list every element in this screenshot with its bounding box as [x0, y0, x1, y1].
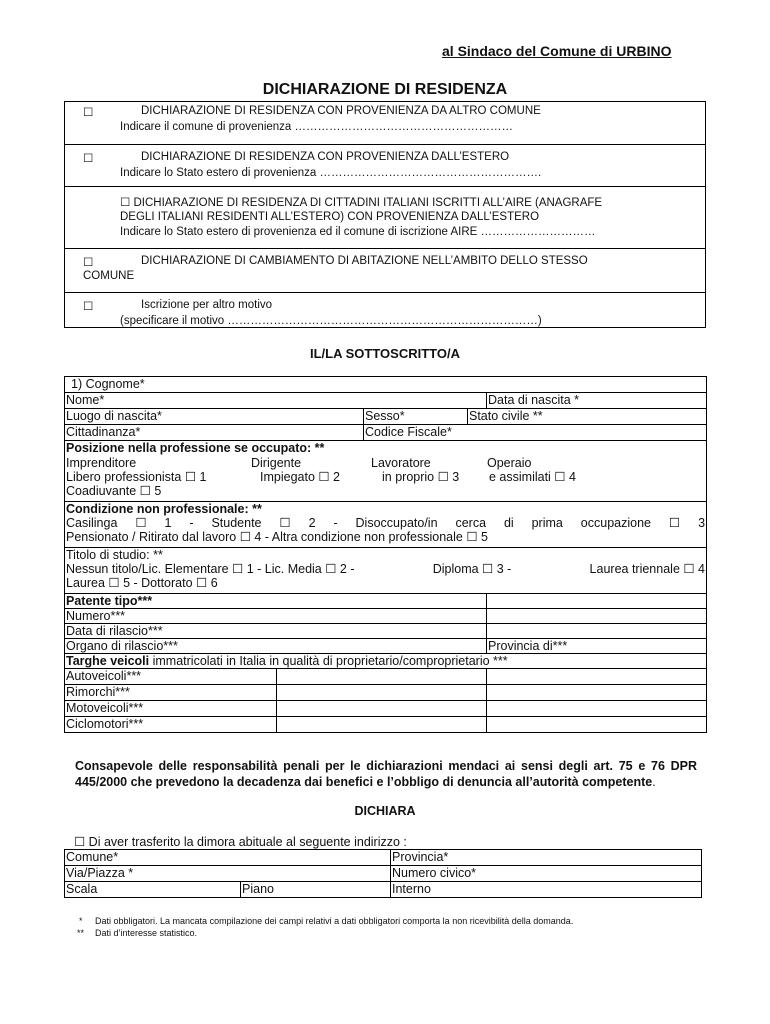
license-issuer-field[interactable]: Organo di rilascio*** [65, 639, 487, 654]
option-4-title: DICHIARAZIONE DI CAMBIAMENTO DI ABITAZIONE NELL’AMBITO DELLO STESSO [141, 255, 588, 267]
vehicle-cell[interactable] [487, 685, 707, 701]
divider [65, 186, 705, 187]
option-4-checkbox[interactable]: ☐ [83, 257, 94, 269]
option-5-checkbox[interactable]: ☐ [83, 301, 94, 313]
license-date-field[interactable]: Data di rilascio*** [65, 624, 487, 639]
citizenship-field[interactable]: Cittadinanza* [65, 425, 364, 441]
marital-status-field[interactable]: Stato civile ** [468, 409, 707, 425]
license-number-field[interactable]: Numero*** [65, 609, 487, 624]
option-helper[interactable]: Coadiuvante ☐ 5 [66, 484, 162, 498]
option-1-hint: Indicare il comune di provenienza ………………………………………………… [120, 121, 514, 133]
option-1-checkbox[interactable]: ☐ [83, 107, 94, 119]
option-manager: Dirigente [251, 456, 302, 470]
divider [65, 292, 705, 293]
condition-token: - [189, 516, 194, 530]
vehicle-cell[interactable] [487, 669, 707, 685]
street-number-field[interactable]: Numero civico* [391, 866, 702, 882]
condition-token: 1 [164, 516, 172, 530]
section-heading-subscriber: IL/LA SOTTOSCRITTO/A [310, 346, 460, 361]
condition-token: Casilinga [66, 516, 118, 530]
condition-token: di [503, 516, 514, 530]
professional-position-heading: Posizione nella professione se occupato: ** [66, 441, 325, 455]
recipient-line: al Sindaco del Comune di URBINO [442, 43, 672, 59]
municipality-field[interactable]: Comune* [65, 850, 391, 866]
footnote-mark-2: ** [77, 928, 85, 938]
sex-field[interactable]: Sesso* [364, 409, 468, 425]
option-worker: Operaio [487, 456, 532, 470]
vehicle-cell[interactable] [487, 717, 707, 733]
license-number-value[interactable] [487, 609, 707, 624]
personal-data-table [64, 376, 707, 733]
vehicle-row-mopeds[interactable]: Ciclomotori*** [65, 717, 277, 733]
option-2-title: DICHIARAZIONE DI RESIDENZA CON PROVENIENZA DALL’ESTERO [141, 151, 510, 163]
birthplace-field[interactable]: Luogo di nascita* [65, 409, 364, 425]
address-table [64, 849, 702, 898]
license-type-field[interactable]: Patente tipo*** [65, 594, 487, 609]
condition-token: 2 [308, 516, 316, 530]
option-employee[interactable]: Impiegato ☐ 2 [260, 470, 340, 484]
footnote-mandatory: Dati obbligatori. La mancata compilazione dei campi relativi a dati obbligatori comporta la non ricevibilità della domanda. [95, 916, 574, 926]
footnote-statistical: Dati d’interesse statistico. [95, 928, 198, 938]
vehicle-row-motorcycles[interactable]: Motoveicoli*** [65, 701, 277, 717]
vehicle-row-trailers[interactable]: Rimorchi*** [65, 685, 277, 701]
option-entrepreneur: Imprenditore [66, 456, 137, 470]
residence-type-options [64, 101, 706, 328]
moved-residence-checkbox[interactable]: ☐ Di aver trasferito la dimora abituale al seguente indirizzo : [74, 835, 407, 849]
birth-date-field[interactable]: Data di nascita * [487, 393, 707, 409]
license-date-value[interactable] [487, 624, 707, 639]
option-2-hint: Indicare lo Stato estero di provenienza …………………………………………………. [120, 167, 542, 179]
divider [65, 248, 705, 249]
option-self-employed-check[interactable]: in proprio ☐ 3 [382, 470, 460, 484]
condition-token: ☐ [135, 516, 147, 530]
vehicles-heading: Targhe veicoli immatricolati in Italia in qualità di proprietario/comproprietario *** [65, 654, 707, 669]
option-5-hint: (specificare il motivo ………………………………………………………………………) [120, 315, 542, 327]
condition-token: ☐ [279, 516, 291, 530]
vehicle-cell[interactable] [277, 669, 487, 685]
license-type-value[interactable] [487, 594, 707, 609]
vehicle-cell[interactable] [277, 717, 487, 733]
vehicle-cell[interactable] [277, 701, 487, 717]
vehicle-row-cars[interactable]: Autoveicoli*** [65, 669, 277, 685]
vehicle-cell[interactable] [277, 685, 487, 701]
option-1-title: DICHIARAZIONE DI RESIDENZA CON PROVENIENZA DA ALTRO COMUNE [141, 105, 541, 117]
option-self-employed: Lavoratore [371, 456, 431, 470]
professional-position-section [65, 441, 707, 502]
education-options-line2[interactable]: Laurea ☐ 5 - Dottorato ☐ 6 [66, 576, 218, 590]
condition-token: 3 [698, 516, 706, 530]
condition-token: occupazione [580, 516, 651, 530]
option-3-hint: Indicare lo Stato estero di provenienza ed il comune di iscrizione AIRE ………………………… [120, 226, 596, 238]
non-professional-section [65, 502, 707, 548]
tax-code-field[interactable]: Codice Fiscale* [364, 425, 707, 441]
condition-token: - [333, 516, 338, 530]
stair-field[interactable]: Scala [65, 882, 241, 898]
surname-field[interactable]: 1) Cognome* [65, 377, 707, 393]
option-worker-check[interactable]: e assimilati ☐ 4 [489, 470, 576, 484]
floor-field[interactable]: Piano [241, 882, 391, 898]
liability-statement: Consapevole delle responsabilità penali per le dichiarazioni mendaci ai sensi degli art. 75 e 76 DPR 445/2000 che prevedono la decadenza dai benefici e l’obbligo di denuncia all’autorità competente. [75, 759, 697, 789]
education-section [65, 548, 707, 594]
non-professional-heading: Condizione non professionale: ** [66, 502, 262, 516]
option-3-title-line1[interactable]: ☐ DICHIARAZIONE DI RESIDENZA DI CITTADINI ITALIANI ISCRITTI ALL’AIRE (ANAGRAFE [120, 197, 603, 209]
name-field[interactable]: Nome* [65, 393, 487, 409]
condition-token: Studente [211, 516, 262, 530]
condition-token: cerca [455, 516, 487, 530]
footnote-mark-1: * [79, 916, 83, 926]
apartment-field[interactable]: Interno [391, 882, 702, 898]
condition-token: ☐ [668, 516, 681, 530]
non-professional-options-line2[interactable]: Pensionato / Ritirato dal lavoro ☐ 4 - Altra condizione non professionale ☐ 5 [66, 530, 488, 544]
education-options-line1[interactable]: Nessun titolo/Lic. Elementare ☐ 1 - Lic. Media ☐ 2 - Diploma ☐ 3 - Laurea triennale ☐ 4 [66, 562, 705, 576]
option-3-title-line2: DEGLI ITALIANI RESIDENTI ALL’ESTERO) CON PROVENIENZA DALL’ESTERO [120, 211, 540, 223]
condition-token: prima [531, 516, 563, 530]
street-field[interactable]: Via/Piazza * [65, 866, 391, 882]
option-2-checkbox[interactable]: ☐ [83, 153, 94, 165]
condition-token: Disoccupato/in [355, 516, 438, 530]
option-freelance[interactable]: Libero professionista ☐ 1 [66, 470, 207, 484]
declares-heading: DICHIARA [354, 804, 416, 818]
document-title: DICHIARAZIONE DI RESIDENZA [262, 81, 508, 98]
province-field[interactable]: Provincia* [391, 850, 702, 866]
license-province-field[interactable]: Provincia di*** [487, 639, 707, 654]
divider [65, 144, 705, 145]
vehicle-cell[interactable] [487, 701, 707, 717]
education-heading: Titolo di studio: ** [66, 548, 163, 562]
non-professional-options-line1[interactable] [66, 516, 705, 530]
option-4-title-line2: COMUNE [83, 270, 135, 282]
option-5-title: Iscrizione per altro motivo [141, 299, 273, 311]
